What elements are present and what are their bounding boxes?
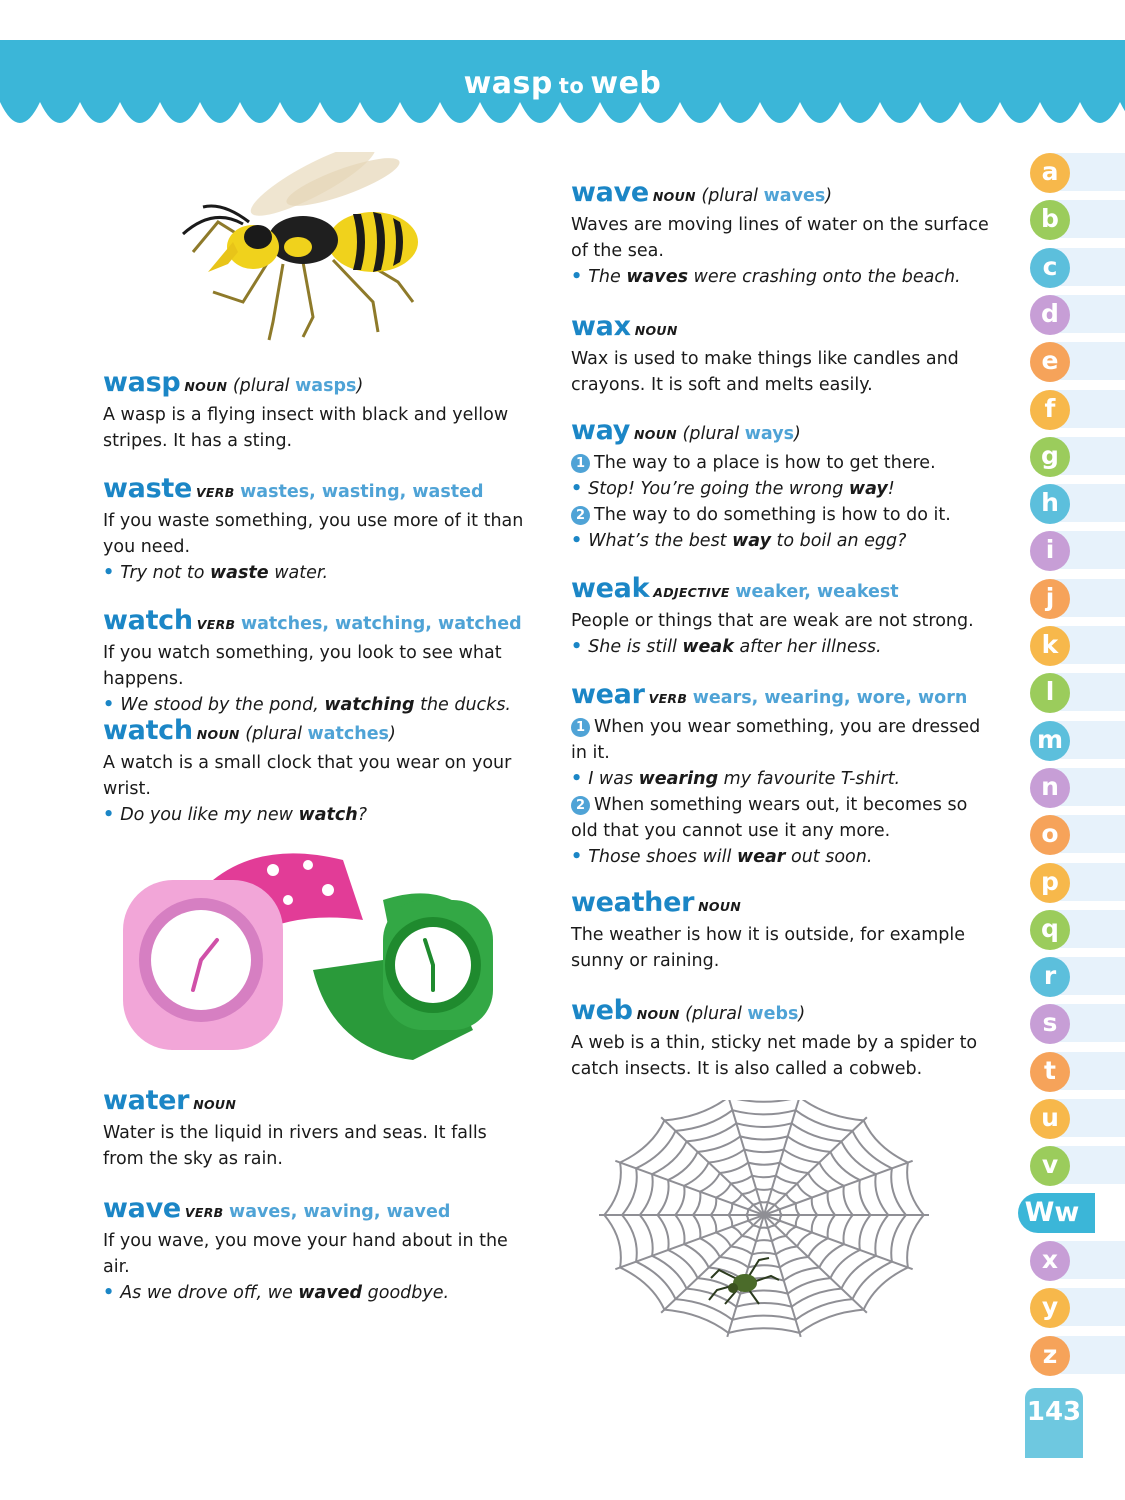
part-of-speech: VERB — [184, 1205, 224, 1220]
web-radial-thread — [764, 1161, 913, 1215]
entry-watch-verb — [103, 606, 533, 718]
alphabet-tab-d[interactable] — [1000, 292, 1125, 336]
alphabet-letter: z — [1030, 1336, 1070, 1376]
alphabet-tab-j[interactable] — [1000, 576, 1125, 620]
alphabet-tab-f[interactable] — [1000, 387, 1125, 431]
headword: web — [571, 995, 633, 1026]
example: • The waves were crashing onto the beach. — [571, 267, 961, 287]
alphabet-letter: g — [1030, 437, 1070, 477]
alphabet-letter: e — [1030, 342, 1070, 382]
alphabet-tab-m[interactable] — [1000, 718, 1125, 762]
example: • Do you like my new watch? — [103, 805, 368, 825]
alphabet-tab-i[interactable] — [1000, 528, 1125, 572]
alphabet-letter: t — [1030, 1052, 1070, 1092]
alphabet-tab-t[interactable] — [1000, 1049, 1125, 1093]
example: • Stop! You’re going the wrong way! — [571, 479, 895, 499]
spider-web-illustration — [599, 1100, 929, 1370]
definition: If you waste something, you use more of it than you need. — [103, 511, 524, 557]
alphabet-tab-g[interactable] — [1000, 434, 1125, 478]
alphabet-letter: a — [1030, 153, 1070, 193]
headword: weather — [571, 887, 695, 918]
page-number: 143 — [1025, 1388, 1083, 1458]
alphabet-letter: x — [1030, 1241, 1070, 1281]
definition: Waves are moving lines of water on the surface of the sea. — [571, 215, 989, 261]
entry-web: web NOUN (plural webs) A web is a thin, sticky net made by a spider to catch insects. It is also called a cobweb. — [571, 996, 991, 1082]
alphabet-letter: b — [1030, 200, 1070, 240]
entry-wear — [571, 680, 991, 870]
sense-1: 1 The way to a place is how to get there. — [571, 450, 991, 476]
alphabet-letter: v — [1030, 1146, 1070, 1186]
definition: Wax is used to make things like candles and crayons. It is soft and melts easily. — [571, 349, 959, 395]
alphabet-letter: f — [1030, 390, 1070, 430]
alphabet-letter: s — [1030, 1004, 1070, 1044]
alphabet-tab-c[interactable] — [1000, 245, 1125, 289]
sense-2: 2 When something wears out, it becomes so old that you cannot use it any more. — [571, 795, 968, 841]
part-of-speech: NOUN — [634, 323, 678, 338]
alphabet-letter: i — [1030, 531, 1070, 571]
plural-form: watches — [307, 724, 389, 744]
definition: If you watch something, you look to see what happens. — [103, 643, 502, 689]
part-of-speech: NOUN — [196, 727, 240, 742]
alphabet-tab-h[interactable] — [1000, 481, 1125, 525]
alphabet-letter: o — [1030, 815, 1070, 855]
part-of-speech: NOUN — [698, 899, 742, 914]
example: • She is still weak after her illness. — [571, 637, 882, 657]
alphabet-letter: k — [1030, 626, 1070, 666]
headword: wave — [103, 1193, 181, 1224]
alphabet-tab-k[interactable] — [1000, 623, 1125, 667]
watches-illustration — [113, 840, 513, 1070]
example: • Try not to waste water. — [103, 563, 329, 583]
entry-wave-verb — [103, 1194, 533, 1306]
alphabet-letter: h — [1030, 484, 1070, 524]
definition: A web is a thin, sticky net made by a spider to catch insects. It is also called a cobweb. — [571, 1033, 978, 1079]
wasp-illustration — [173, 152, 433, 342]
alphabet-letter: Ww — [1024, 1196, 1080, 1228]
headword: watch — [103, 605, 193, 636]
entry-waste — [103, 474, 533, 586]
example: • I was wearing my favourite T-shirt. — [571, 769, 901, 789]
alphabet-tab-x[interactable] — [1000, 1238, 1125, 1282]
definition: A watch is a small clock that you wear on your wrist. — [103, 753, 512, 799]
plural-form: wasps — [295, 376, 357, 396]
alphabet-letter: l — [1030, 673, 1070, 713]
entry-wax — [571, 312, 991, 398]
headword: wax — [571, 311, 631, 342]
alphabet-tab-u[interactable] — [1000, 1096, 1125, 1140]
headword: wave — [571, 177, 649, 208]
alphabet-tab-r[interactable] — [1000, 954, 1125, 998]
example: • As we drove off, we waved goodbye. — [103, 1283, 450, 1303]
web-radial-thread — [764, 1215, 913, 1269]
plural-form: waves — [763, 186, 826, 206]
alphabet-letter: c — [1030, 248, 1070, 288]
alphabet-letter: y — [1030, 1288, 1070, 1328]
headword: wear — [571, 679, 645, 710]
web-radial-thread — [615, 1161, 764, 1215]
alphabet-letter: d — [1030, 295, 1070, 335]
alphabet-letter: p — [1030, 863, 1070, 903]
alphabet-letter: j — [1030, 579, 1070, 619]
headword: watch — [103, 715, 193, 746]
alphabet-tab-a[interactable] — [1000, 150, 1125, 194]
part-of-speech: VERB — [195, 485, 235, 500]
headword: water — [103, 1085, 190, 1116]
alphabet-tab-p[interactable] — [1000, 860, 1125, 904]
definition: A wasp is a flying insect with black and yellow stripes. It has a sting. — [103, 405, 509, 451]
headword: waste — [103, 473, 192, 504]
plural-form: webs — [747, 1004, 799, 1024]
alphabet-letter: n — [1030, 768, 1070, 808]
entry-weak — [571, 574, 991, 660]
alphabet-tab-s[interactable] — [1000, 1001, 1125, 1045]
entry-way: way NOUN (plural ways) 1 The way to a place is how to get there. • Stop! You’re going the wrong way! 2 The way to do something is how to do it. • What’s the best way to boil an egg? — [571, 416, 991, 554]
part-of-speech: NOUN — [636, 1007, 680, 1022]
alphabet-letter: m — [1030, 721, 1070, 761]
page-title: wasp to web — [463, 66, 662, 101]
alphabet-tab-y[interactable] — [1000, 1285, 1125, 1329]
alphabet-letter: u — [1030, 1099, 1070, 1139]
entry-wave-noun: wave NOUN (plural waves) Waves are moving lines of water on the surface of the sea. • The waves were crashing onto the beach. — [571, 178, 991, 290]
part-of-speech: NOUN — [652, 189, 696, 204]
definition: People or things that are weak are not strong. — [571, 611, 974, 631]
alphabet-tab-o[interactable] — [1000, 812, 1125, 856]
alphabet-tab-e[interactable] — [1000, 339, 1125, 383]
verb-forms: wears, wearing, wore, worn — [692, 688, 968, 708]
alphabet-tab-b[interactable] — [1000, 197, 1125, 241]
entry-watch-noun: watch NOUN (plural watches) A watch is a small clock that you wear on your wrist. • Do you like my new watch? — [103, 716, 533, 828]
part-of-speech: NOUN — [193, 1097, 237, 1112]
alphabet-tab-v[interactable] — [1000, 1143, 1125, 1187]
entry-water — [103, 1086, 533, 1172]
alphabet-tab-q[interactable] — [1000, 907, 1125, 951]
definition: The weather is how it is outside, for example sunny or raining. — [571, 925, 966, 971]
web-radial-thread — [615, 1215, 764, 1269]
part-of-speech: NOUN — [634, 427, 677, 442]
plural-form: ways — [744, 424, 795, 444]
entry-weather — [571, 888, 991, 974]
alphabet-letter: r — [1030, 957, 1070, 997]
example: • Those shoes will wear out soon. — [571, 847, 873, 867]
sense-2: 2 The way to do something is how to do it. — [571, 502, 991, 528]
alphabet-letter: q — [1030, 910, 1070, 950]
definition: Water is the liquid in rivers and seas. It falls from the sky as rain. — [103, 1123, 487, 1169]
part-of-speech: ADJECTIVE — [653, 585, 730, 600]
example: • What’s the best way to boil an egg? — [571, 531, 907, 551]
entry-wasp: wasp NOUN (plural wasps) A wasp is a flying insect with black and yellow stripes. It has a sting. — [103, 368, 533, 454]
part-of-speech: VERB — [648, 691, 688, 706]
headword: weak — [571, 573, 650, 604]
verb-forms: waves, waving, waved — [229, 1202, 451, 1222]
comparative-forms: weaker, weakest — [735, 582, 899, 602]
verb-forms: wastes, wasting, wasted — [240, 482, 484, 502]
definition: If you wave, you move your hand about in the air. — [103, 1231, 508, 1277]
part-of-speech: VERB — [196, 617, 236, 632]
alphabet-tab-l[interactable] — [1000, 670, 1125, 714]
alphabet-tab-n[interactable] — [1000, 765, 1125, 809]
part-of-speech: NOUN — [184, 379, 228, 394]
example: • We stood by the pond, watching the ducks. — [103, 695, 511, 715]
headword: way — [571, 415, 631, 446]
alphabet-tab-z[interactable] — [1000, 1333, 1125, 1377]
sense-1: 1 When you wear something, you are dressed in it. — [571, 717, 981, 763]
alphabet-tab-ww[interactable] — [1000, 1191, 1125, 1235]
headword: wasp — [103, 367, 181, 398]
verb-forms: watches, watching, watched — [240, 614, 522, 634]
